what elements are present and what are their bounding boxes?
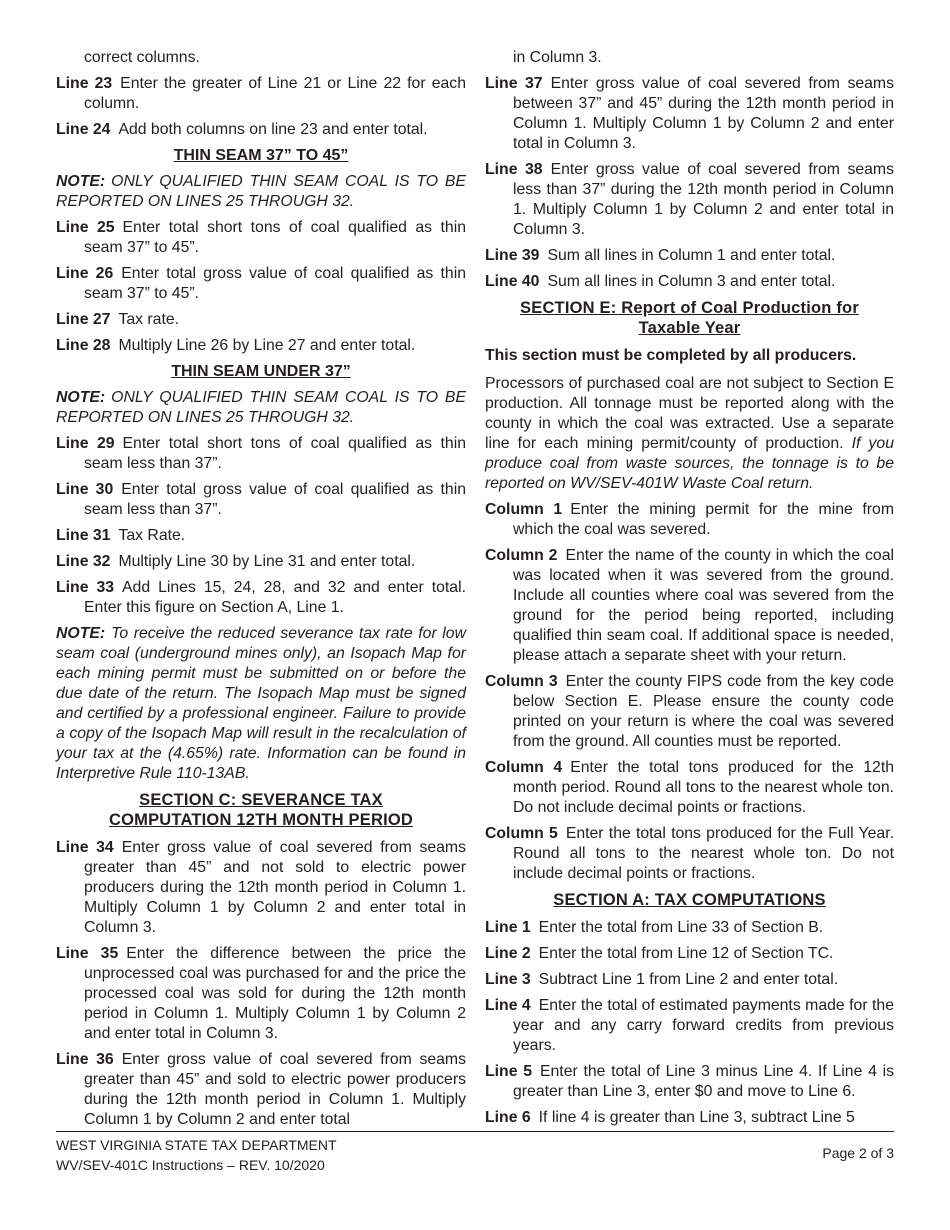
note-text: To receive the reduced severance tax rate for low seam coal (underground mines only), an Isopach Map for each mining permit must be submitted on or before the due date of the return. The Isopach Map must be signed and certified by a professional engineer. Failure to provide a copy of the Isopach Map will result in the recalculation of your tax at the (4.65%) rate. Information can be found in Interpretive Rule 110-13AB.: [56, 625, 466, 782]
line-6: [485, 1108, 894, 1128]
line-30: [56, 480, 466, 520]
footer-department: WEST VIRGINIA STATE TAX DEPARTMENT: [56, 1137, 337, 1153]
line-37: [485, 74, 894, 154]
line-label: Line 38: [485, 161, 543, 178]
note-label: NOTE:: [56, 625, 106, 642]
column-3: [485, 672, 894, 752]
column-text: Enter the mining permit for the mine from which the coal was severed.: [513, 501, 895, 538]
heading-section-e-line1: SECTION E: Report of Coal Production for: [520, 299, 859, 317]
line-label: Line 24: [56, 121, 111, 138]
column-text: Enter the total tons produced for the Full Year. Round all tons to the nearest whole ton. Do not include decimal points or fractions.: [513, 825, 894, 882]
line-3: [485, 970, 894, 990]
line-31: [56, 526, 466, 546]
line-label: Line 29: [56, 435, 115, 452]
heading-thin-seam-37-45: THIN SEAM 37” TO 45”: [173, 147, 349, 164]
heading-section-c-line2: COMPUTATION 12TH MONTH PERIOD: [108, 811, 414, 829]
line-text: Enter gross value of coal severed from seams greater than 45” and not sold to electric power producers during the 12th month period in Column 1. Multiply Column 1 by Column 2 and enter total in Column 3.: [84, 839, 466, 936]
line-40: [485, 272, 894, 292]
line-text: Tax Rate.: [118, 527, 186, 544]
line-label: Line 32: [56, 553, 111, 570]
line-text: Enter total gross value of coal qualified as thin seam less than 37”.: [84, 481, 466, 518]
continued-text: in Column 3.: [513, 49, 602, 66]
line-text: Enter total gross value of coal qualified as thin seam 37” to 45”.: [84, 265, 466, 302]
line-label: Line 5: [485, 1063, 532, 1080]
line-label: Line 28: [56, 337, 111, 354]
line-text: Enter the total of Line 3 minus Line 4. If Line 4 is greater than Line 3, enter $0 and move to Line 6.: [513, 1063, 894, 1100]
note-label: NOTE:: [56, 389, 106, 406]
line-text: Enter gross value of coal severed from seams greater than 45” and sold to electric power producers during the 12th month period in Column 1. Multiply Column 1 by Column 2 and enter total: [84, 1051, 466, 1128]
line-27: [56, 310, 466, 330]
line-label: Line 35: [56, 945, 119, 962]
line-label: Line 1: [485, 919, 531, 936]
line-1: [485, 918, 894, 938]
section-e-waste-note: If you produce coal from waste sources, the tonnage is to be reported on WV/SEV-401W Waste Coal return.: [485, 435, 894, 492]
line-label: Line 31: [56, 527, 111, 544]
line-label: Line 2: [485, 945, 531, 962]
heading-section-e: [485, 298, 894, 338]
line-32: [56, 552, 466, 572]
column-label: Column 1: [485, 501, 563, 518]
line-label: Line 30: [56, 481, 114, 498]
section-e-required-notice: This section must be completed by all producers.: [485, 347, 857, 364]
column-label: Column 2: [485, 547, 558, 564]
line-label: Line 34: [56, 839, 114, 856]
line-label: Line 37: [485, 75, 543, 92]
column-5: [485, 824, 894, 884]
line-label: Line 26: [56, 265, 114, 282]
column-text: Enter the name of the county in which the coal was located when it was severed from the ground. Include all counties where coal was severed from the ground for the period being reported, including qualified thin seam coal. If additional space is needed, please attach a separate sheet with your return.: [513, 547, 894, 664]
line-text: Enter total short tons of coal qualified as thin seam 37” to 45”.: [84, 219, 466, 256]
line-text: If line 4 is greater than Line 3, subtract Line 5: [538, 1109, 855, 1126]
line-text: Add both columns on line 23 and enter total.: [118, 121, 428, 138]
heading-thin-seam-under-37: THIN SEAM UNDER 37”: [171, 363, 351, 380]
column-2: [485, 546, 894, 666]
continued-text: correct columns.: [84, 49, 200, 66]
line-2: [485, 944, 894, 964]
note-isopach-map: [56, 624, 466, 784]
line-text: Enter the greater of Line 21 or Line 22 for each column.: [84, 75, 466, 112]
line-label: Line 39: [485, 247, 540, 264]
column-label: Column 5: [485, 825, 558, 842]
line-label: Line 27: [56, 311, 111, 328]
line-26: [56, 264, 466, 304]
line-text: Enter the difference between the price the unprocessed coal was purchased for and the price the processed coal was sold for during the 12th month period in Column 1. Multiply Column 1 by Column 2 and enter total in Column 3.: [84, 945, 466, 1042]
line-36: [56, 1050, 466, 1130]
column-label: Column 4: [485, 759, 563, 776]
line-39: [485, 246, 894, 266]
line-label: Line 3: [485, 971, 531, 988]
line-label: Line 36: [56, 1051, 114, 1068]
line-text: Enter gross value of coal severed from seams less than 37” during the 12th month period in Column 1. Multiply Column 1 by Column 2 and enter total in Column 3.: [513, 161, 894, 238]
line-text: Tax rate.: [118, 311, 180, 328]
line-label: Line 40: [485, 273, 540, 290]
line-29: [56, 434, 466, 474]
footer-divider: [56, 1131, 894, 1132]
note-text: ONLY QUALIFIED THIN SEAM COAL IS TO BE REPORTED ON LINES 25 THROUGH 32.: [56, 173, 466, 210]
note-text: ONLY QUALIFIED THIN SEAM COAL IS TO BE REPORTED ON LINES 25 THROUGH 32.: [56, 389, 466, 426]
right-column: [485, 48, 894, 1134]
line-text: Enter the total from Line 33 of Section B.: [538, 919, 824, 936]
line-text: Multiply Line 26 by Line 27 and enter total.: [118, 337, 416, 354]
line-34: [56, 838, 466, 938]
line-33: [56, 578, 466, 618]
note-thin-seam-1: [56, 172, 466, 212]
line-text: Add Lines 15, 24, 28, and 32 and enter total. Enter this figure on Section A, Line 1.: [84, 579, 466, 616]
heading-section-e-line2: Taxable Year: [638, 319, 741, 337]
column-4: [485, 758, 894, 818]
line-label: Line 6: [485, 1109, 531, 1126]
column-1: [485, 500, 894, 540]
column-text: Enter the county FIPS code from the key code below Section E. Please ensure the county code printed on your return is where the coal was severed from the ground. All counties must be reported.: [513, 673, 894, 750]
column-label: Column 3: [485, 673, 558, 690]
column-text: Enter the total tons produced for the 12th month period. Round all tons to the nearest whole ton. Do not include decimal points or fractions.: [513, 759, 894, 816]
line-35: [56, 944, 466, 1044]
line-4: [485, 996, 894, 1056]
heading-section-a: SECTION A: TAX COMPUTATIONS: [553, 891, 826, 909]
line-text: Subtract Line 1 from Line 2 and enter total.: [538, 971, 839, 988]
line-28: [56, 336, 466, 356]
line-label: Line 23: [56, 75, 113, 92]
line-text: Sum all lines in Column 3 and enter total.: [547, 273, 836, 290]
line-label: Line 4: [485, 997, 531, 1014]
line-25: [56, 218, 466, 258]
line-24: [56, 120, 466, 140]
note-thin-seam-2: [56, 388, 466, 428]
line-text: Enter gross value of coal severed from seams between 37” and 45” during the 12th month period in Column 1. Multiply Column 1 by Column 2 and enter total in Column 3.: [513, 75, 894, 152]
page-number: Page 2 of 3: [822, 1145, 894, 1161]
line-38: [485, 160, 894, 240]
line-text: Enter the total of estimated payments made for the year and any carry forward credits from previous years.: [513, 997, 894, 1054]
line-text: Enter the total from Line 12 of Section TC.: [538, 945, 834, 962]
line-label: Line 33: [56, 579, 115, 596]
section-e-body-text: Processors of purchased coal are not subject to Section E production. All tonnage must be reported along with the county in which the coal was extracted. Use a separate line for each mining permit/county of production.: [485, 375, 894, 452]
note-label: NOTE:: [56, 173, 106, 190]
line-text: Enter total short tons of coal qualified as thin seam less than 37”.: [84, 435, 466, 472]
line-text: Multiply Line 30 by Line 31 and enter total.: [118, 553, 416, 570]
line-text: Sum all lines in Column 1 and enter total.: [547, 247, 836, 264]
heading-section-c-line1: SECTION C: SEVERANCE TAX: [139, 791, 383, 809]
heading-section-c: [56, 790, 466, 830]
footer-form-revision: WV/SEV-401C Instructions – REV. 10/2020: [56, 1157, 325, 1173]
line-label: Line 25: [56, 219, 115, 236]
left-column: [56, 48, 466, 1136]
line-23: [56, 74, 466, 114]
footer-left: [56, 1135, 337, 1175]
line-5: [485, 1062, 894, 1102]
section-e-body: [485, 374, 894, 494]
